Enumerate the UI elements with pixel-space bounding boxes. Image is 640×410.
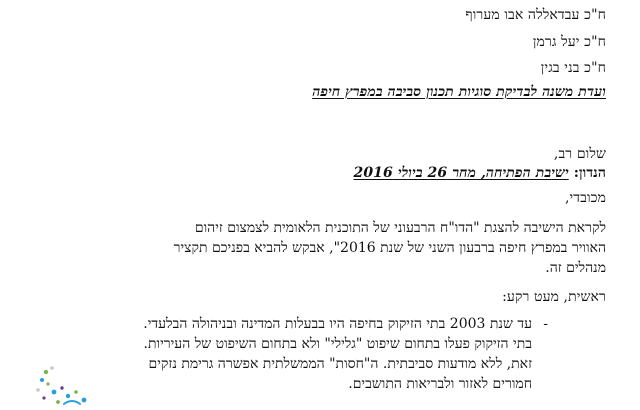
- logo-dot: [42, 396, 45, 399]
- logo-dot: [52, 390, 57, 395]
- dotted-emblem-logo: [28, 358, 92, 408]
- logo-dot: [60, 386, 63, 389]
- subject-text: ישיבת הפתיחה, מחר 26 ביולי 2016: [353, 165, 569, 181]
- intro-line-3: מנהלים זה.: [545, 260, 606, 276]
- logo-dot: [44, 370, 48, 374]
- bullet-line-4: חמורים לאזור ולבריאות התושבים.: [348, 376, 532, 392]
- committee-name: ועדת משנה לבדיקת סוגיות תכנון סביבה במפרץ חיפה: [312, 84, 606, 100]
- logo-dot: [74, 390, 78, 394]
- bullet-paragraph: [32, 314, 532, 394]
- subject-label: הנדון:: [573, 165, 606, 181]
- bullet-line-1: עד שנת 2003 בתי הזיקוק בחיפה היו בבעלות המדינה ובניהולה הבלעדי.: [143, 316, 532, 332]
- logo-dot: [82, 398, 87, 403]
- recipient-3: ח"כ בני בגין: [540, 60, 606, 76]
- recipient-1: ח"כ עבדאללה אבו מערוף: [465, 7, 606, 23]
- subject-line: [354, 164, 607, 182]
- logo-dot: [56, 400, 60, 404]
- logo-dot: [36, 388, 40, 392]
- bullet-line-2: בתי הזיקוק פעלו בתחום שיפוט "גלילי" ולא בתחום השיפוט של העיריות.: [143, 336, 532, 352]
- intro-paragraph: [41, 218, 606, 278]
- bullet-line-3: זאת, ללא מודעות סביבתית. ה"חסות" הממשלתית אפשרה גרימת נזקים: [148, 356, 532, 372]
- greeting: שלום רב,: [553, 146, 606, 162]
- recipient-2: ח"כ יעל גרמן: [532, 34, 606, 50]
- intro-line-1: לקראת הישיבה להצגת "הדו"ח הרבעוני של התוכנית הלאומית לצמצום זיהום: [194, 220, 606, 236]
- logo-dot: [40, 378, 44, 382]
- background-heading: ראשית, מעט רקע:: [502, 289, 606, 305]
- logo-dot: [50, 366, 54, 370]
- logo-dot: [66, 394, 70, 398]
- salutation: מכובדי,: [564, 190, 606, 206]
- bullet-dash: -: [543, 316, 548, 332]
- logo-dot: [46, 382, 49, 385]
- logo-arc: [64, 401, 80, 404]
- intro-line-2: האוויר במפרץ חיפה ברבעון השני של שנת 2016", אבקש להביא בפניכם תקציר: [173, 240, 606, 256]
